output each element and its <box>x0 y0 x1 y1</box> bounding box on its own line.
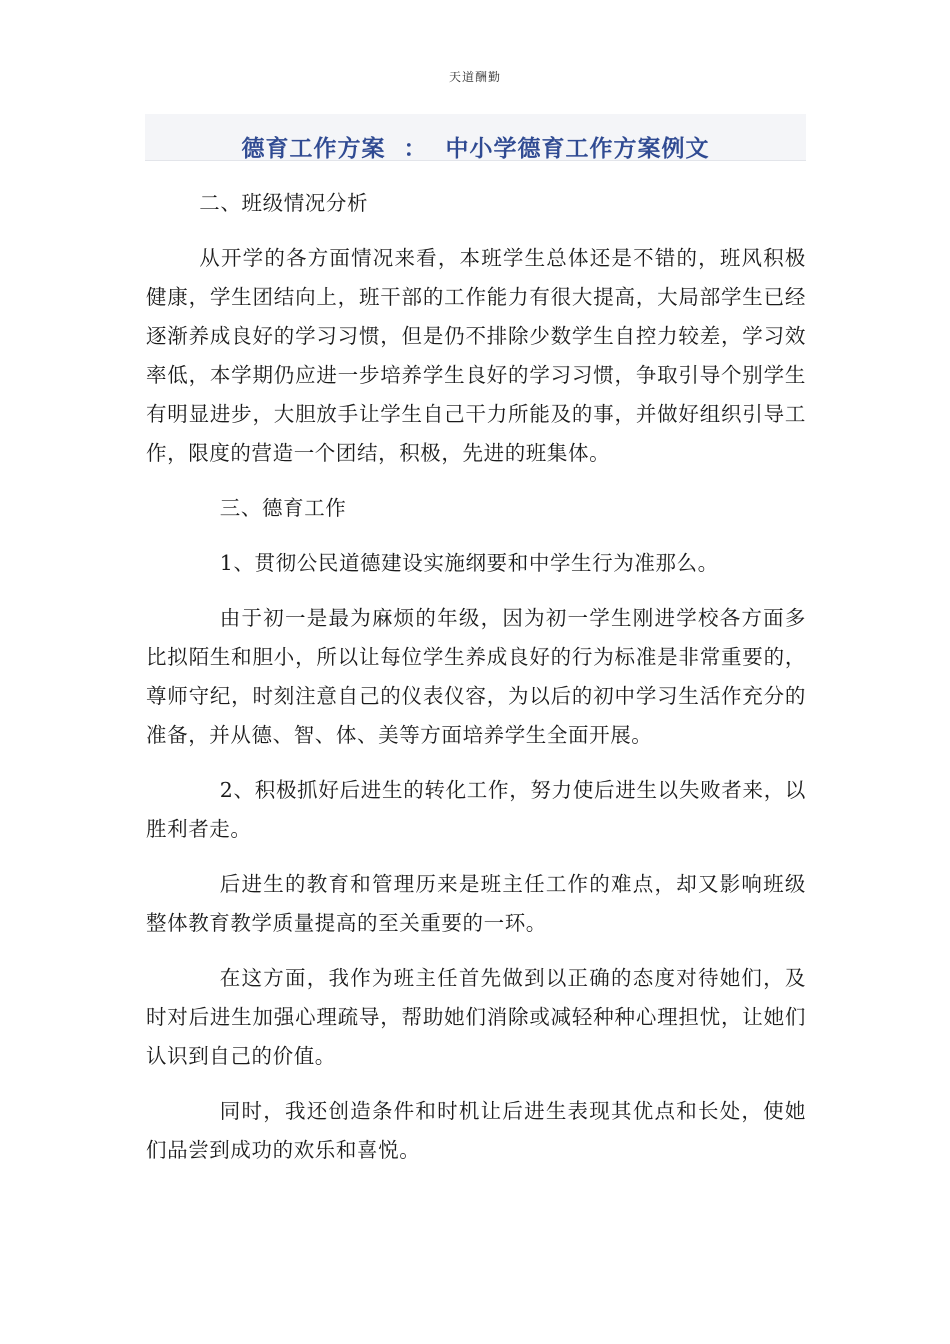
document-body <box>146 184 806 1170</box>
paragraph-item-1-detail: 由于初一是最为麻烦的年级，因为初一学生刚进学校各方面多比拟陌生和胆小，所以让每位学生养成良好的行为标准是非常重要的，尊师守纪，时刻注意自己的仪表仪容，为以后的初中学习生活作充分的准备，并从德、智、体、美等方面培养学生全面开展。 <box>146 606 806 747</box>
section-heading-moral-education: 三、德育工作 <box>219 496 347 520</box>
paragraph-item-2: 2、积极抓好后进生的转化工作，努力使后进生以失败者来，以胜利者走。 <box>146 778 806 841</box>
paragraph-item-1: 1、贯彻公民道德建设实施纲要和中学生行为准那么。 <box>219 551 719 575</box>
document-title: 德育工作方案 ： 中小学德育工作方案例文 <box>241 136 710 162</box>
paragraph-item-2-detail-c: 同时，我还创造条件和时机让后进生表现其优点和长处，使她们品尝到成功的欢乐和喜悦。 <box>146 1099 806 1162</box>
section-heading-class-analysis: 二、班级情况分析 <box>199 191 369 215</box>
paragraph-item-2-detail-a: 后进生的教育和管理历来是班主任工作的难点，却又影响班级整体教育教学质量提高的至关重要的一环。 <box>146 872 806 935</box>
paragraph-class-analysis: 从开学的各方面情况来看，本班学生总体还是不错的，班风积极健康，学生团结向上，班干部的工作能力有很大提高，大局部学生已经逐渐养成良好的学习习惯，但是仍不排除少数学生自控力较差，学习效率低，本学期仍应进一步培养学生良好的学习习惯，争取引导个别学生有明显进步，大胆放手让学生自己干力所能及的事，并做好组织引导工作，限度的营造一个团结，积极，先进的班集体。 <box>146 246 806 465</box>
paragraph-item-2-detail-b: 在这方面，我作为班主任首先做到以正确的态度对待她们，及时对后进生加强心理疏导，帮助她们消除或减轻种种心理担忧，让她们认识到自己的价值。 <box>146 966 806 1068</box>
page-header: 天道酬勤 <box>448 70 501 84</box>
